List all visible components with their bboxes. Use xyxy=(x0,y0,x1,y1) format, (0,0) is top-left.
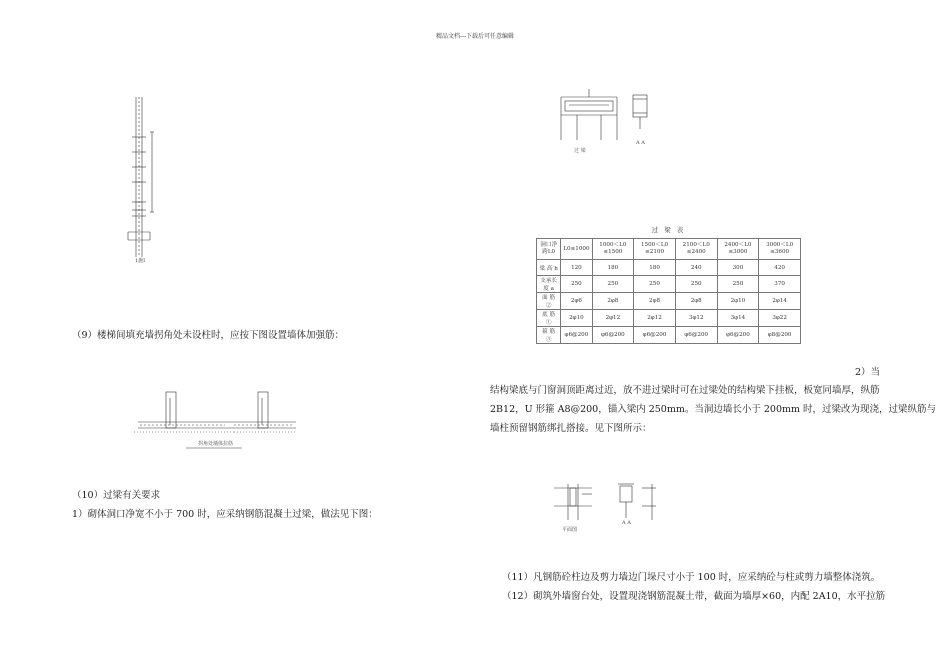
table-cell: 洞口净跨L0 xyxy=(537,239,561,260)
table-row xyxy=(537,239,801,260)
table-cell: φ6@200 xyxy=(592,327,634,344)
table-cell: 2400＜L0 ≤3000 xyxy=(717,239,759,260)
table-cell: 1000＜L0 ≤1500 xyxy=(592,239,634,260)
table-cell: 面 筋 ② xyxy=(537,293,561,310)
paragraph-2-lead: 2）当 xyxy=(854,367,880,378)
table-cell: 2φ12 xyxy=(592,310,634,327)
table-cell: φ6@200 xyxy=(675,327,717,344)
table-cell: 180 xyxy=(592,260,634,276)
table-row xyxy=(537,327,801,344)
table-cell: 2φ10 xyxy=(561,310,592,327)
table-cell: 250 xyxy=(717,276,759,293)
figure-label-plan: 平面图 xyxy=(562,527,578,533)
table-cell: 300 xyxy=(717,260,759,276)
paragraph-10-1: 1）砌体洞口净宽不小于 700 时，应采纳钢筋混凝土过梁，做法见下图： xyxy=(72,509,378,520)
table-cell: 250 xyxy=(592,276,634,293)
figure-label-lintel: 过 梁 xyxy=(574,148,586,154)
table-cell: 2φ6 xyxy=(561,293,592,310)
paragraph-9: （9）楼梯间填充墙拐角处未设柱时，应按下图设置墙体加强筋： xyxy=(72,330,345,341)
table-cell: 250 xyxy=(675,276,717,293)
table-cell: 3000＜L0 ≤3600 xyxy=(759,239,801,260)
table-cell: 2φ12 xyxy=(634,310,676,327)
table-cell: 240 xyxy=(675,260,717,276)
table-cell: 1500＜L0 ≤2100 xyxy=(634,239,676,260)
table-cell: 2φ8 xyxy=(592,293,634,310)
table-cell: 2φ10 xyxy=(717,293,759,310)
table-cell: 180 xyxy=(634,260,676,276)
table-cell: 250 xyxy=(561,276,592,293)
lintel-section-figure xyxy=(555,85,665,150)
table-cell: 120 xyxy=(561,260,592,276)
table-cell: L0≤1000 xyxy=(561,239,592,260)
figure-label-aa: A A xyxy=(636,140,645,146)
paragraph-11: （11）凡钢筋砼柱边及剪力墙边门垛尺寸小于 100 时，应采纳砼与柱或剪力墙整体浇筑。 xyxy=(502,572,881,583)
table-cell: 底 筋 ① xyxy=(537,310,561,327)
table-cell: 3φ22 xyxy=(759,310,801,327)
figure-label: 1施I xyxy=(135,258,146,264)
paragraph-2-line-1: 结构梁底与门窗洞顶距离过近，放不进过梁时可在过梁处的结构梁下挂板，板宽同墙厚，纵筋 xyxy=(490,385,880,396)
table-cell: 支承长度 a xyxy=(537,276,561,293)
table-cell: 370 xyxy=(759,276,801,293)
table-cell: φ6@200 xyxy=(634,327,676,344)
figure-label-aa-2: A A xyxy=(622,520,631,526)
table-cell: 2φ8 xyxy=(675,293,717,310)
figure-caption: 拐角处墙体拉筋 xyxy=(198,441,234,447)
table-cell: 箍 筋 ③ xyxy=(537,327,561,344)
page-header: 精品文档---下载后可任意编辑 xyxy=(435,33,515,40)
table-cell: 2φ8 xyxy=(634,293,676,310)
table-row xyxy=(537,276,801,293)
table-title: 过 梁 表 xyxy=(651,226,686,234)
paragraph-12: （12）砌筑外墙窗台处，设置现浇钢筋混凝土带，截面为墙厚×60，内配 2A10，水平拉筋 xyxy=(502,591,886,602)
table-cell: 2100＜L0 ≤2400 xyxy=(675,239,717,260)
table-row xyxy=(537,310,801,327)
paragraph-2-line-2: 2B12，U 形箍 A8@200，锚入梁内 250mm。当洞边墙长小于 200mm 时，过梁改为现浇，过梁纵筋与 xyxy=(490,404,937,415)
table-cell: 梁 高 h xyxy=(537,260,561,276)
table-cell: 420 xyxy=(759,260,801,276)
lintel-table xyxy=(536,238,801,344)
table-cell: 3φ14 xyxy=(717,310,759,327)
table-row xyxy=(537,293,801,310)
table-cell: φ6@200 xyxy=(561,327,592,344)
table-cell: φ8@200 xyxy=(759,327,801,344)
table-cell: 2φ14 xyxy=(759,293,801,310)
table-cell: 3φ12 xyxy=(675,310,717,327)
table-row xyxy=(537,260,801,276)
paragraph-10-title: （10）过梁有关要求 xyxy=(72,490,161,501)
table-cell: φ6@200 xyxy=(717,327,759,344)
wall-reinforcement-elevation-figure xyxy=(118,92,178,262)
hanging-plate-figure xyxy=(548,482,663,527)
paragraph-2-line-3: 墙柱预留钢筋绑扎搭接。见下图所示： xyxy=(490,423,652,434)
table-cell: 250 xyxy=(634,276,676,293)
